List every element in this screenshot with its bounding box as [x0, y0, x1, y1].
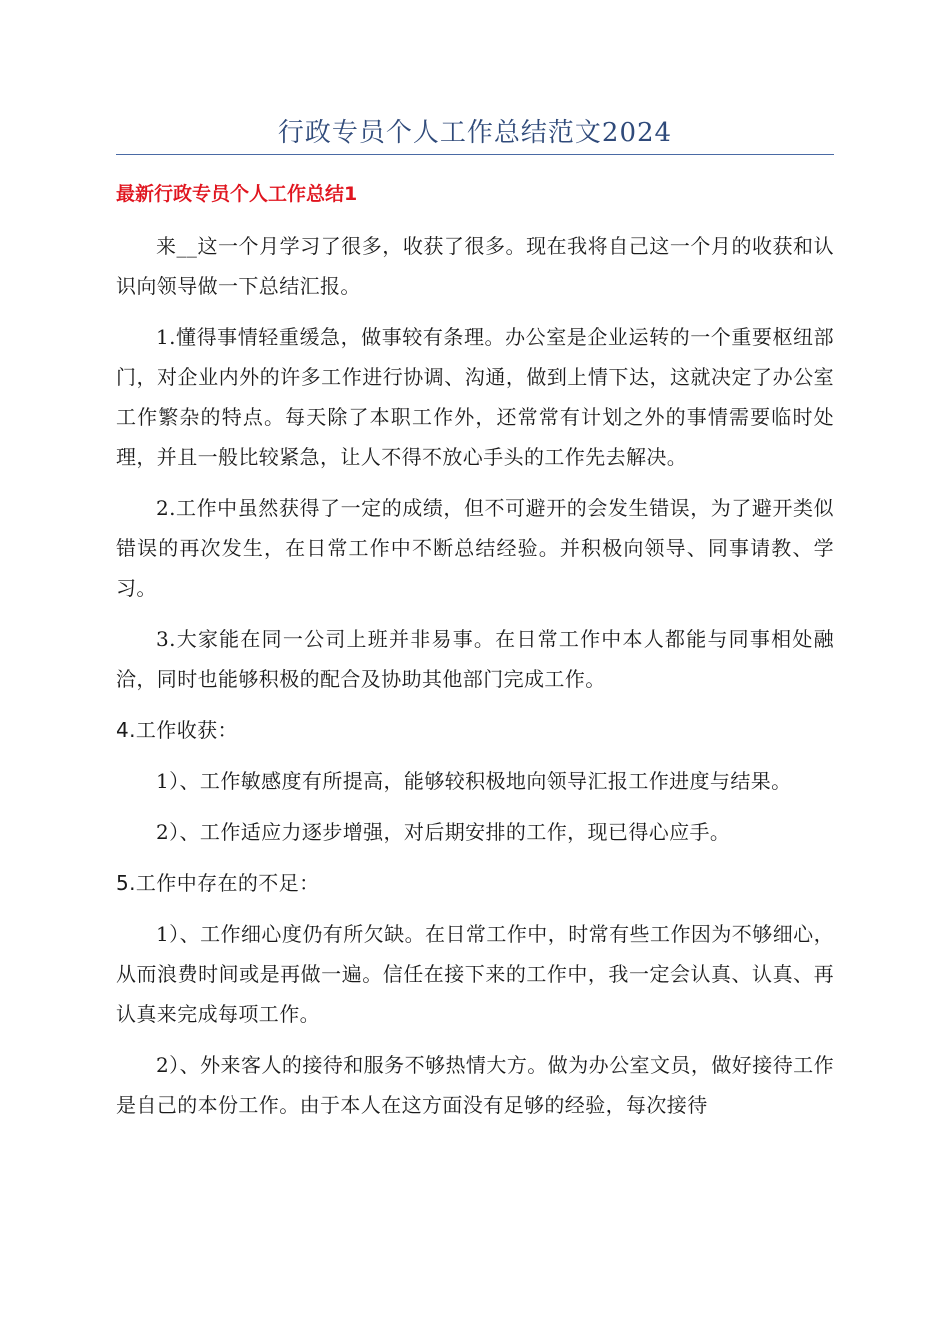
paragraph-point-2: 2.工作中虽然获得了一定的成绩，但不可避开的会发生错误，为了避开类似错误的再次发生，在日常工作中不断总结经验。并积极向领导、同事请教、学习。 [116, 496, 834, 600]
subheading-shortcomings: 5.工作中存在的不足： [116, 871, 320, 895]
section-heading: 最新行政专员个人工作总结1 [116, 183, 358, 205]
document-title: 行政专员个人工作总结范文2024 [277, 118, 673, 148]
paragraph-shortcoming-2: 2）、外来客人的接待和服务不够热情大方。做为办公室文员，做好接待工作是自己的本份工作。由于本人在这方面没有足够的经验，每次接待 [116, 1053, 834, 1117]
title-underline [116, 154, 834, 155]
paragraph-gain-2: 2）、工作适应力逐步增强，对后期安排的工作，现已得心应手。 [156, 820, 731, 844]
subheading-number: 5. [116, 871, 136, 895]
subheading-number: 4. [116, 718, 136, 742]
paragraph-point-3: 3.大家能在同一公司上班并非易事。在日常工作中本人都能与同事相处融洽，同时也能够积极的配合及协助其他部门完成工作。 [116, 627, 834, 691]
paragraph-shortcoming-1: 1）、工作细心度仍有所欠缺。在日常工作中，时常有些工作因为不够细心，从而浪费时间或是再做一遍。信任在接下来的工作中，我一定会认真、认真、再认真来完成每项工作。 [116, 922, 834, 1026]
paragraph-gain-1: 1）、工作敏感度有所提高，能够较积极地向领导汇报工作进度与结果。 [156, 769, 792, 793]
paragraph-intro: 来__这一个月学习了很多，收获了很多。现在我将自己这一个月的收获和认识向领导做一下总结汇报。 [116, 234, 834, 298]
document-body [116, 226, 834, 1136]
paragraph-point-1: 1.懂得事情轻重缓急，做事较有条理。办公室是企业运转的一个重要枢纽部门，对企业内外的许多工作进行协调、沟通，做到上情下达，这就决定了办公室工作繁杂的特点。每天除了本职工作外，还常常有计划之外的事情需要临时处理，并且一般比较紧急，让人不得不放心手头的工作先去解决。 [116, 325, 834, 469]
subheading-gains: 4.工作收获： [116, 718, 238, 742]
